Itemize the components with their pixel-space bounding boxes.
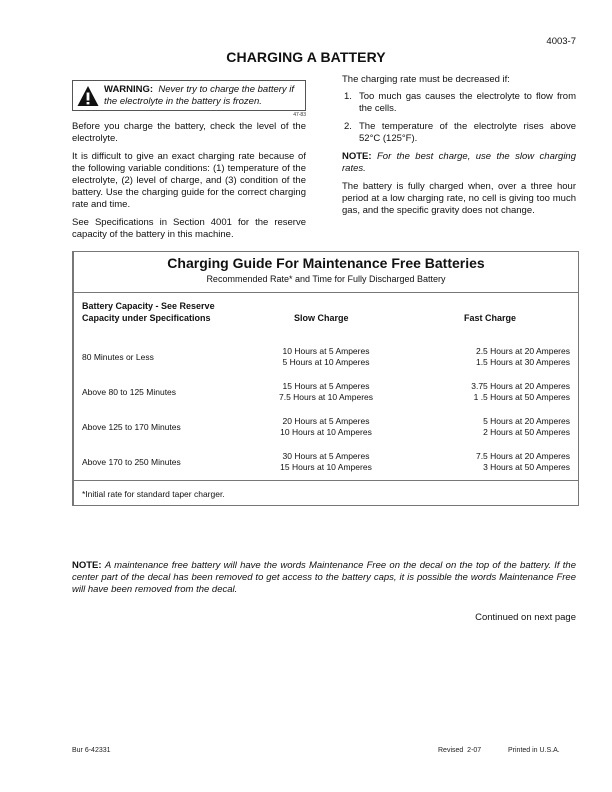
note-text: A maintenance free battery will have the words Maintenance Free on the decal on the top of the battery. If the center part of the decal has been removed to get access to the battery caps, it is possible the words Maintenance Free will have been removed from the decal. <box>72 560 576 595</box>
divider <box>74 480 578 481</box>
page-title: CHARGING A BATTERY <box>226 49 386 65</box>
slow-charge-line: 15 Hours at 10 Amperes <box>280 462 372 472</box>
fast-charge-line: 5 Hours at 20 Amperes <box>483 416 570 426</box>
right-column <box>342 74 576 223</box>
table-row <box>74 381 578 405</box>
slow-charge-line: 10 Hours at 10 Amperes <box>280 427 372 437</box>
column-header-capacity: Battery Capacity - See Reserve Capacity under Specifications <box>82 301 215 323</box>
note-label: NOTE: <box>72 560 102 571</box>
bottom-note <box>72 560 576 596</box>
slow-charge-cell <box>234 416 418 438</box>
guide-title: Charging Guide For Maintenance Free Batteries <box>167 255 485 271</box>
column-header-slow-charge: Slow Charge <box>294 313 349 323</box>
note-label: NOTE: <box>342 151 372 162</box>
left-column <box>72 80 306 247</box>
list-text: The temperature of the electrolyte rises above 52°C (125°F). <box>359 121 576 144</box>
slow-charge-line: 7.5 Hours at 10 Amperes <box>278 392 374 402</box>
slow-charge-line: 20 Hours at 5 Amperes <box>282 416 370 426</box>
footer-revised: Revised 2-07 <box>438 747 482 754</box>
divider <box>74 292 578 293</box>
table-footnote: *Initial rate for standard taper charger. <box>82 489 225 499</box>
slow-charge-line: 15 Hours at 5 Amperes <box>282 381 370 391</box>
fast-charge-line: 3 Hours at 50 Amperes <box>483 462 570 472</box>
slow-charge-line: 10 Hours at 5 Amperes <box>282 346 370 356</box>
list-item <box>342 91 576 115</box>
note-text: For the best charge, use the slow charging rates. <box>342 151 576 174</box>
slow-charge-line: 5 Hours at 10 Amperes <box>282 357 370 367</box>
guide-subtitle: Recommended Rate* and Time for Fully Discharged Battery <box>206 274 446 284</box>
fast-charge-line: 2.5 Hours at 20 Amperes <box>475 346 570 356</box>
list-number: 1. <box>344 91 352 102</box>
table-row <box>74 346 578 370</box>
warning-triangle-icon <box>77 85 99 107</box>
fast-charge-line: 1.5 Hours at 30 Amperes <box>475 357 570 367</box>
capacity-cell: 80 Minutes or Less <box>82 352 154 362</box>
warning-text <box>104 84 302 108</box>
list-number: 2. <box>344 121 352 132</box>
table-row <box>74 451 578 475</box>
note <box>342 151 576 175</box>
warning-code: 47-83 <box>293 112 306 118</box>
paragraph: Before you charge the battery, check the level of the electrolyte. <box>72 121 306 144</box>
footer-doc-number: Bur 6-42331 <box>72 747 111 754</box>
warning-label: WARNING: <box>104 83 154 95</box>
fast-charge-line: 1 .5 Hours at 50 Amperes <box>473 392 570 402</box>
fast-charge-cell <box>476 346 570 368</box>
slow-charge-cell <box>234 451 418 473</box>
table-row <box>74 416 578 440</box>
slow-charge-cell <box>234 346 418 368</box>
paragraph: See Specifications in Section 4001 for the reserve capacity of the battery in this machine. <box>72 217 306 240</box>
capacity-cell: Above 80 to 125 Minutes <box>82 387 177 397</box>
paragraph: It is difficult to give an exact charging rate because of the following variable conditions: (1) temperature of the electrolyte, (2) level of charge, and (3) condition of the battery. Use the charging guide for the correct charging rate and time. <box>72 151 306 210</box>
fast-charge-line: 7.5 Hours at 20 Amperes <box>475 451 570 461</box>
fast-charge-line: 3.75 Hours at 20 Amperes <box>471 381 570 391</box>
fast-charge-cell <box>471 381 570 403</box>
continued-notice: Continued on next page <box>475 612 576 623</box>
page-number: 4003-7 <box>546 36 576 47</box>
footer-printed: Printed in U.S.A. <box>508 747 560 754</box>
capacity-cell: Above 170 to 250 Minutes <box>82 457 181 467</box>
fast-charge-cell <box>483 416 570 438</box>
column-header-fast-charge: Fast Charge <box>464 313 517 323</box>
warning-message: Never try to charge the battery if the electrolyte in the battery is frozen. <box>104 83 295 107</box>
capacity-cell: Above 125 to 170 Minutes <box>82 422 181 432</box>
charging-guide-table <box>72 251 579 506</box>
slow-charge-line: 30 Hours at 5 Amperes <box>282 451 370 461</box>
fast-charge-line: 2 Hours at 50 Amperes <box>483 427 570 437</box>
condition-list <box>342 91 576 145</box>
paragraph: The charging rate must be decreased if: <box>342 74 510 85</box>
paragraph: The battery is fully charged when, over a three hour period at a low charging rate, no cell is giving too much gas, and the specific gravity does not change. <box>342 181 576 216</box>
list-text: Too much gas causes the electrolyte to flow from the cells. <box>359 91 576 114</box>
list-item <box>342 121 576 145</box>
warning-box <box>72 80 306 111</box>
slow-charge-cell <box>234 381 418 403</box>
fast-charge-cell <box>476 451 570 473</box>
